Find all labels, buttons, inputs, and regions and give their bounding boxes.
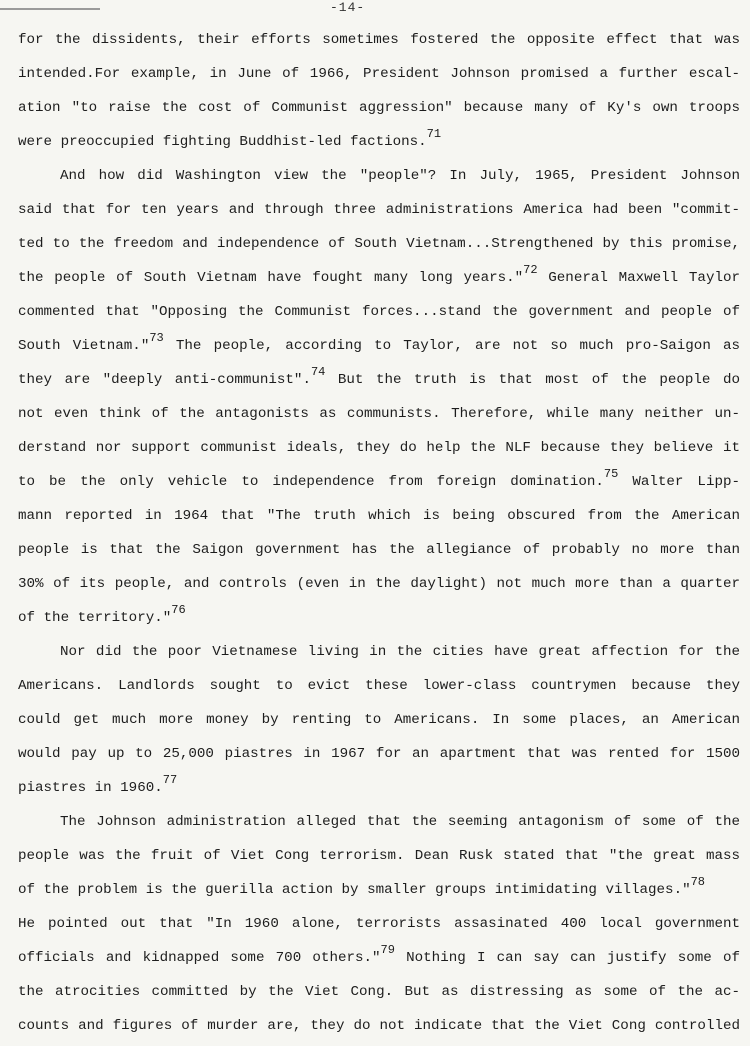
line-text: Nor did the poor Vietnamese living in the cities have great affection for the — [60, 644, 740, 660]
line-text: people is that the Saigon government has the allegiance of probably no more than — [18, 542, 740, 558]
line-text-continued: Walter Lipp- — [618, 474, 740, 490]
text-line — [18, 332, 740, 366]
text-line — [18, 842, 740, 876]
text-line — [18, 910, 740, 944]
text-line — [18, 196, 740, 230]
text-line — [18, 162, 740, 196]
line-text: to be the only vehicle to independence from foreign domination. — [18, 474, 604, 490]
line-text: ted to the freedom and independence of South Vietnam...Strengthened by this promise, — [18, 236, 740, 252]
line-text: for the dissidents, their efforts sometimes fostered the opposite effect that was — [18, 32, 740, 48]
line-text: of the territory." — [18, 610, 172, 626]
line-text: not even think of the antagonists as communists. Therefore, while many neither un- — [18, 406, 740, 422]
line-text: of the problem is the guerilla action by smaller groups intimidating villages." — [18, 882, 691, 898]
text-line — [18, 536, 740, 570]
footnote-marker: 74 — [310, 365, 326, 379]
text-line — [18, 502, 740, 536]
line-text: He pointed out that "In 1960 alone, terrorists assasinated 400 local government — [18, 916, 740, 932]
text-line — [18, 638, 740, 672]
line-text: piastres in 1960. — [18, 780, 163, 796]
footnote-marker: 79 — [380, 943, 395, 957]
line-text: officials and kidnapped some 700 others." — [18, 950, 381, 966]
text-line — [18, 128, 740, 162]
line-text: people was the fruit of Viet Cong terrorism. Dean Rusk stated that "the great mass — [18, 848, 740, 864]
text-line — [18, 570, 740, 604]
text-line — [18, 740, 740, 774]
line-text: counts and figures of murder are, they do not indicate that the Viet Cong controlled — [18, 1018, 740, 1034]
line-text-continued: Nothing I can say can justify some of — [394, 950, 740, 966]
text-line — [18, 230, 740, 264]
line-text: And how did Washington view the "people"? In July, 1965, President Johnson — [60, 168, 740, 184]
text-line — [18, 604, 740, 638]
line-text: South Vietnam." — [18, 338, 150, 354]
line-text: they are "deeply anti-communist". — [18, 372, 311, 388]
text-line — [18, 400, 740, 434]
text-line — [18, 978, 740, 1012]
line-text: Americans. Landlords sought to evict these lower-class countrymen because they — [18, 678, 740, 694]
text-line — [18, 26, 740, 60]
line-text-continued: General Maxwell Taylor — [537, 270, 740, 286]
line-text: would pay up to 25,000 piastres in 1967 for an apartment that was rented for 1500 — [18, 746, 740, 762]
line-text: 30% of its people, and controls (even in the daylight) not much more than a quarter — [18, 576, 740, 592]
text-line — [18, 808, 740, 842]
line-text-continued: The people, according to Taylor, are not so much pro-Saigon as — [163, 338, 740, 354]
top-rule — [0, 8, 100, 10]
footnote-marker: 77 — [162, 773, 178, 787]
line-text: the atrocities committed by the Viet Cong. But as distressing as some of the ac- — [18, 984, 740, 1000]
text-line — [18, 876, 740, 910]
text-line — [18, 672, 740, 706]
footnote-marker: 71 — [426, 127, 442, 141]
text-line — [18, 468, 740, 502]
text-line — [18, 706, 740, 740]
line-text: derstand nor support communist ideals, they do help the NLF because they believe it — [18, 440, 740, 456]
line-text: ation "to raise the cost of Communist aggression" because many of Ky's own troops — [18, 100, 740, 116]
footnote-marker: 73 — [149, 331, 164, 345]
document-body — [18, 26, 740, 1046]
text-line — [18, 434, 740, 468]
line-text: the people of South Vietnam have fought many long years." — [18, 270, 524, 286]
footnote-marker: 76 — [171, 603, 186, 617]
text-line — [18, 366, 740, 400]
page-number: -14- — [330, 0, 366, 15]
text-line — [18, 94, 740, 128]
line-text: intended.For example, in June of 1966, President Johnson promised a further escal- — [18, 66, 740, 82]
text-line — [18, 298, 740, 332]
line-text: could get much more money by renting to Americans. In some places, an American — [18, 712, 740, 728]
footnote-marker: 78 — [690, 875, 706, 889]
line-text: mann reported in 1964 that "The truth which is being obscured from the American — [18, 508, 740, 524]
text-line — [18, 774, 740, 808]
text-line — [18, 264, 740, 298]
text-line — [18, 944, 740, 978]
footnote-marker: 72 — [523, 263, 538, 277]
line-text: said that for ten years and through three administrations America had been "commit- — [18, 202, 740, 218]
line-text-continued: But the truth is that most of the people do — [325, 372, 740, 388]
line-text: were preoccupied fighting Buddhist-led factions. — [18, 134, 427, 150]
text-line — [18, 60, 740, 94]
text-line — [18, 1012, 740, 1046]
line-text: The Johnson administration alleged that the seeming antagonism of some of the — [60, 814, 740, 830]
footnote-marker: 75 — [603, 467, 619, 481]
line-text: commented that "Opposing the Communist forces...stand the government and people of — [18, 304, 740, 320]
